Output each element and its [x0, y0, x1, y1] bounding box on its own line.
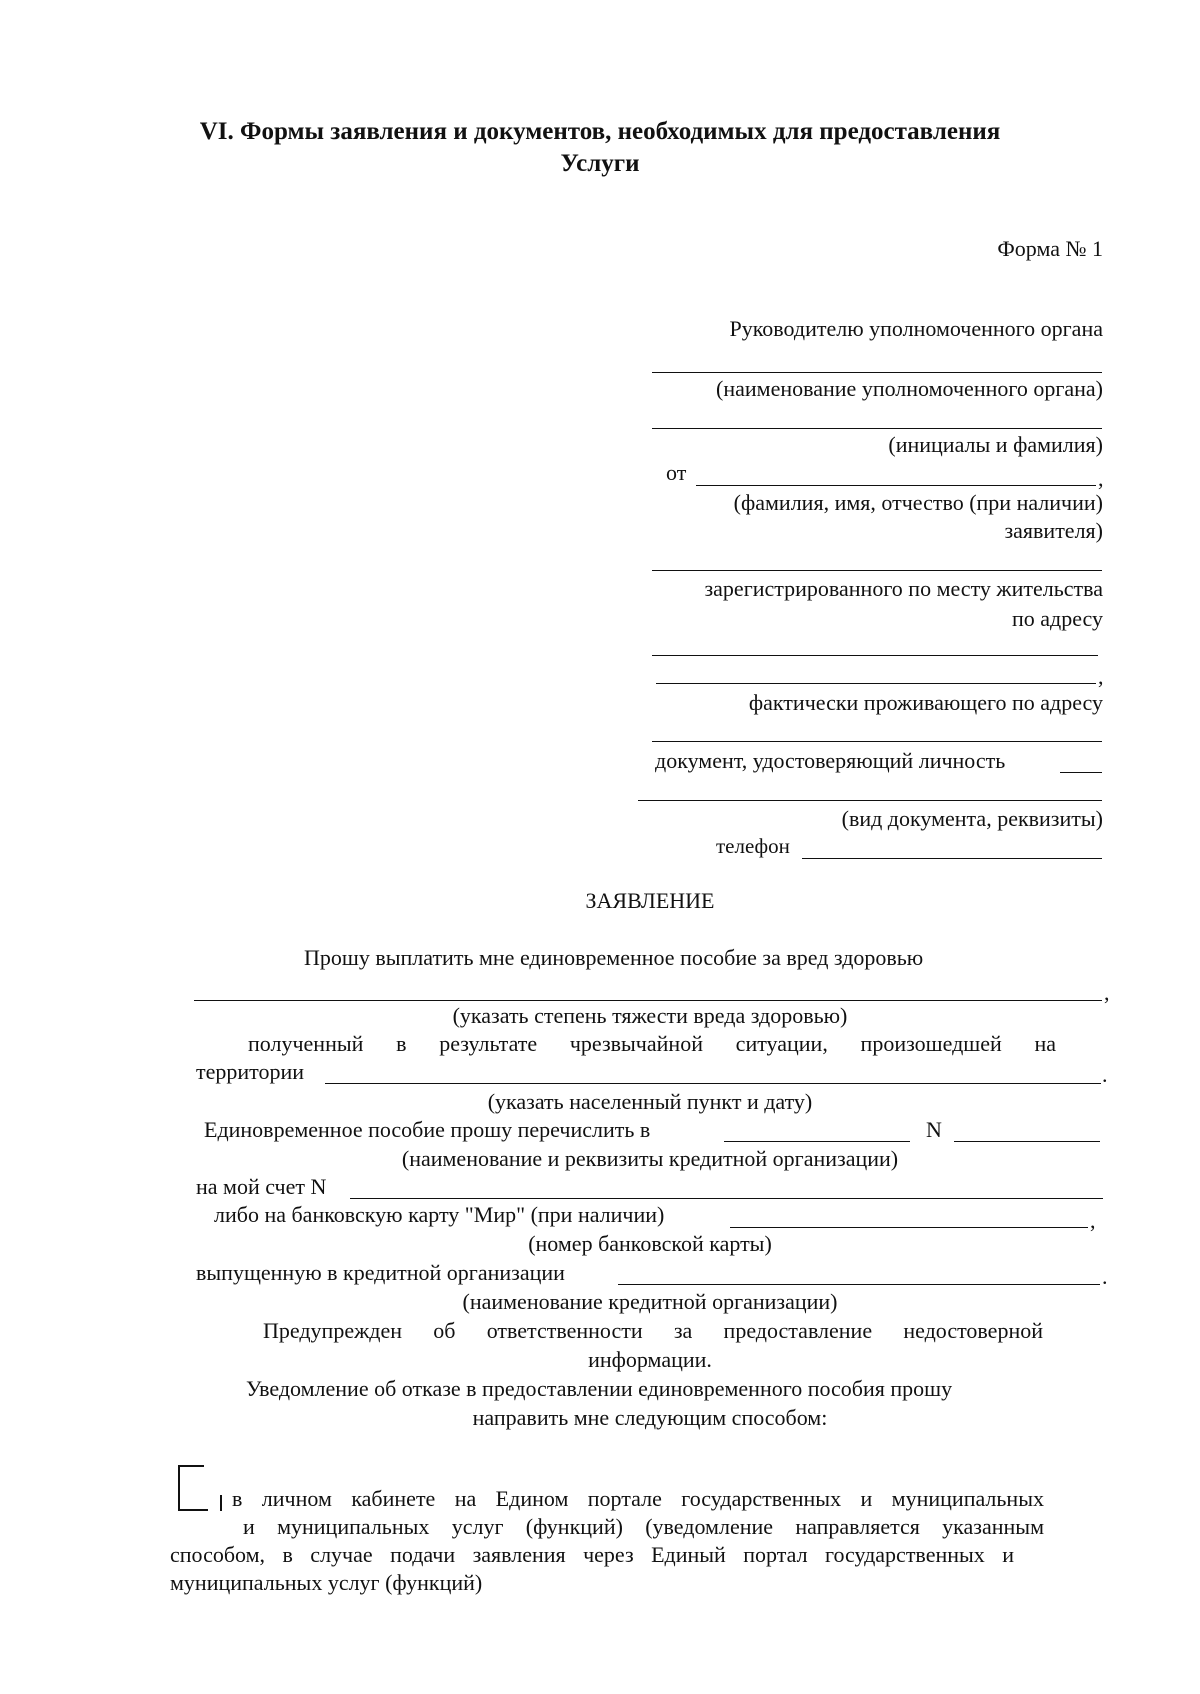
phone-field[interactable]: [802, 858, 1102, 859]
id-doc-field-short[interactable]: [1060, 772, 1102, 773]
caption-doc: (вид документа, реквизиты): [841, 806, 1103, 831]
actual-address-label: фактически проживающего по адресу: [748, 690, 1103, 715]
comma: ,: [1098, 466, 1104, 491]
request-text: Прошу выплатить мне единовременное пособие за вред здоровью: [304, 945, 924, 970]
caption-bank: (наименование и реквизиты кредитной организации): [401, 1146, 899, 1171]
actual-address-field[interactable]: [652, 741, 1102, 742]
caption-credit-org: (наименование кредитной организации): [462, 1289, 838, 1314]
caption-org: (наименование уполномоченного органа): [716, 376, 1103, 401]
registered-address-field-1[interactable]: [652, 655, 1098, 656]
account-label: на мой счет N: [196, 1174, 327, 1199]
registered-line-2: по адресу: [1011, 606, 1103, 631]
phone-label: телефон: [716, 834, 790, 858]
page-title-continued: Услуги: [560, 150, 640, 177]
caption-fio-1: (фамилия, имя, отчество (при наличии): [733, 490, 1103, 515]
issued-label: выпущенную в кредитной организации: [196, 1260, 565, 1285]
caption-severity: (указать степень тяжести вреда здоровью): [452, 1003, 848, 1028]
comma-3: ,: [1104, 980, 1110, 1005]
territory-label: территории: [196, 1059, 305, 1084]
applicant-name-field[interactable]: [696, 485, 1096, 486]
comma-2: ,: [1098, 664, 1104, 689]
form-number: Форма № 1: [997, 236, 1103, 261]
notice-line-2: направить мне следующим способом:: [472, 1405, 828, 1430]
card-label: либо на банковскую карту "Мир" (при наличии): [214, 1202, 665, 1227]
caption-place: (указать населенный пункт и дату): [487, 1089, 813, 1114]
option-1-line-2: и муниципальных услуг (функций) (уведомление направляется указанным: [243, 1514, 1044, 1539]
id-doc-label: документ, удостоверяющий личность: [655, 748, 1006, 773]
warned-line-2: информации.: [588, 1347, 712, 1372]
bank-name-field[interactable]: [724, 1141, 910, 1142]
org-name-field[interactable]: [652, 372, 1102, 373]
received-text: полученный в результате чрезвычайной ситуации, произошедшей на: [248, 1031, 1056, 1056]
statement-heading: ЗАЯВЛЕНИЕ: [585, 888, 715, 913]
dot-2: .: [1102, 1264, 1108, 1289]
registered-address-field-2[interactable]: [656, 683, 1096, 684]
credit-org-field[interactable]: [618, 1284, 1100, 1285]
applicant-name-field-2[interactable]: [652, 570, 1102, 571]
from-label: от: [666, 460, 687, 485]
bank-number-field[interactable]: [954, 1141, 1100, 1142]
notification-checkbox[interactable]: [178, 1465, 204, 1511]
account-field[interactable]: [350, 1198, 1103, 1199]
notice-line-1: Уведомление об отказе в предоставлении единовременного пособия прошу: [246, 1376, 953, 1401]
territory-field[interactable]: [325, 1083, 1101, 1084]
registered-line-1: зарегистрированного по месту жительства: [704, 576, 1103, 601]
addressee-to: Руководителю уполномоченного органа: [729, 316, 1103, 341]
transfer-text: Единовременное пособие прошу перечислить в: [204, 1117, 651, 1142]
page-title: VI. Формы заявления и документов, необходимых для предоставления: [199, 118, 1001, 145]
warned-line-1: Предупрежден об ответственности за предоставление недостоверной: [263, 1318, 1043, 1343]
dot-1: .: [1102, 1062, 1108, 1087]
caption-fio-2: заявителя): [1004, 518, 1103, 543]
comma-4: ,: [1090, 1208, 1096, 1233]
option-1-line-3: способом, в случае подачи заявления через Единый портал государственных и: [170, 1542, 1014, 1567]
option-1-line-1: в личном кабинете на Едином портале государственных и муниципальных: [232, 1486, 1044, 1511]
n-label: N: [926, 1117, 942, 1142]
id-doc-field[interactable]: [638, 800, 1102, 801]
card-field[interactable]: [730, 1227, 1088, 1228]
caption-card: (номер банковской карты): [528, 1231, 772, 1256]
severity-field[interactable]: [194, 1000, 1102, 1001]
caption-initials: (инициалы и фамилия): [888, 432, 1103, 457]
option-1-line-4: муниципальных услуг (функций): [170, 1570, 483, 1595]
head-initials-field[interactable]: [652, 428, 1102, 429]
